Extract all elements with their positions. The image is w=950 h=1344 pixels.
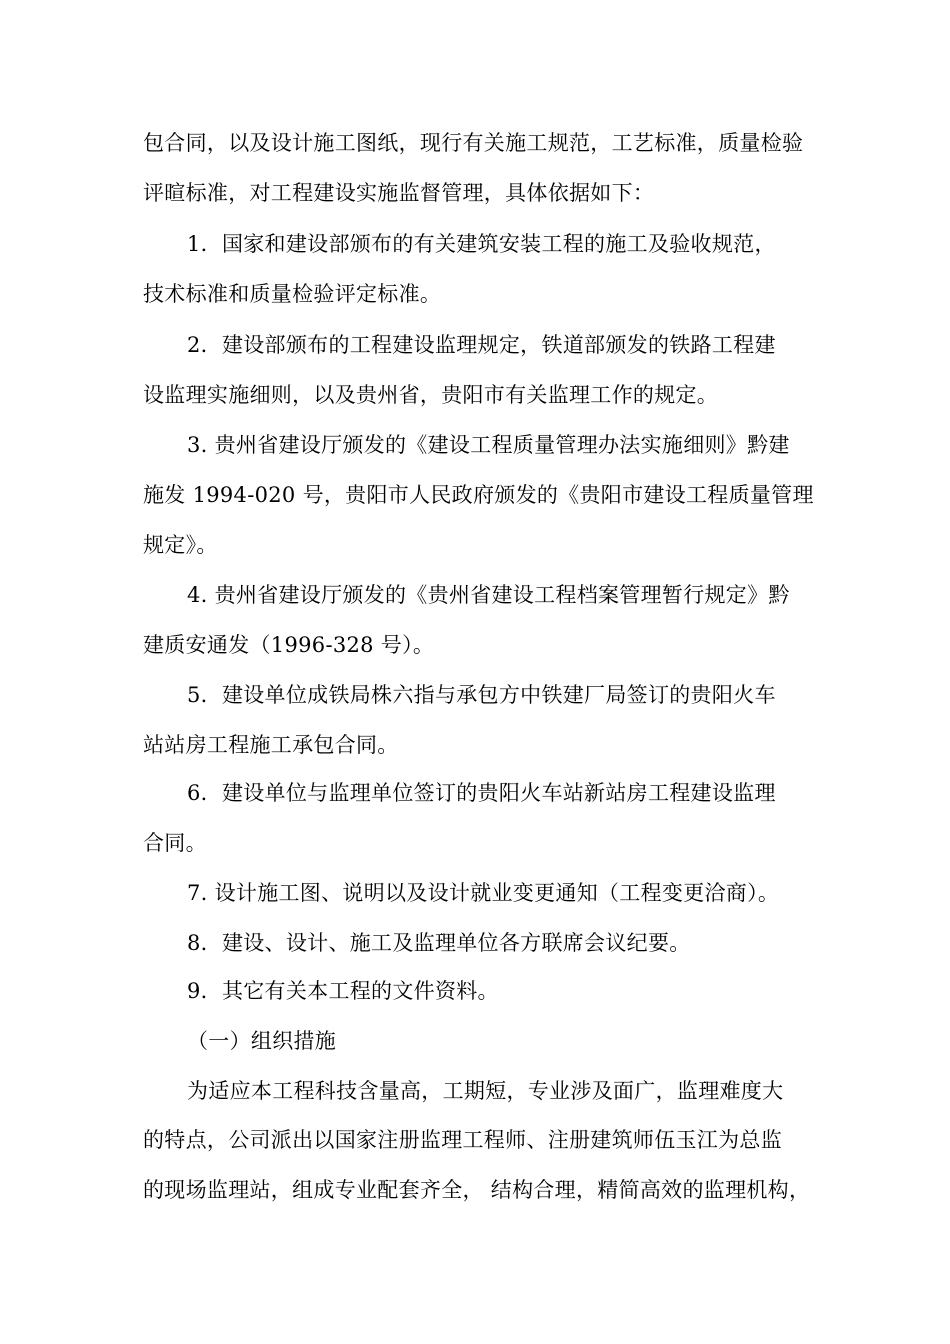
text-line: 规定》。 [143,533,218,557]
text-line: 6．建设单位与监理单位签订的贵阳火车站新站房工程建设监理 [187,781,776,805]
text-line: 3. 贵州省建设厅颁发的《建设工程质量管理办法实施细则》黔建 [187,433,790,457]
text-line: 建质安通发（1996-328 号）。 [143,633,435,657]
text-line: 1．国家和建设部颁布的有关建筑安装工程的施工及验收规范， [187,232,776,256]
text-line: 评暄标准，对工程建设实施监督管理，具体依据如下： [143,181,655,205]
text-line: 为适应本工程科技含量高，工期短，专业涉及面广，监理难度大 [187,1079,784,1103]
section-heading: （一）组织措施 [187,1029,337,1053]
text-line: 8．建设、设计、施工及监理单位各方联席会议纪要。 [187,931,691,955]
text-line: 5．建设单位成铁局株六指与承包方中铁建厂局签订的贵阳火车 [187,683,776,707]
text-line: 的特点，公司派出以国家注册监理工程师、注册建筑师伍玉江为总监 [143,1128,782,1152]
text-line: 站站房工程施工承包合同。 [143,733,399,757]
text-line: 的现场监理站，组成专业配套齐全， 结构合理，精简高效的监理机构， [143,1178,811,1202]
text-line: 施发 1994-020 号，贵阳市人民政府颁发的《贵阳市建设工程质量管理 [143,483,814,507]
text-line: 2．建设部颁布的工程建设监理规定，铁道部颁发的铁路工程建 [187,333,776,357]
text-line: 9．其它有关本工程的文件资料。 [187,979,499,1003]
text-line: 设监理实施细则，以及贵州省，贵阳市有关监理工作的规定。 [143,383,719,407]
text-line: 合同。 [143,831,207,855]
text-line: 4. 贵州省建设厅颁发的《贵州省建设工程档案管理暂行规定》黔 [187,583,790,607]
text-line: 包合同，以及设计施工图纸，现行有关施工规范，工艺标准，质量检验 [143,131,804,155]
text-line: 7. 设计施工图、说明以及设计就业变更通知（工程变更洽商）。 [187,881,780,905]
text-line: 技术标准和质量检验评定标准。 [143,282,442,306]
